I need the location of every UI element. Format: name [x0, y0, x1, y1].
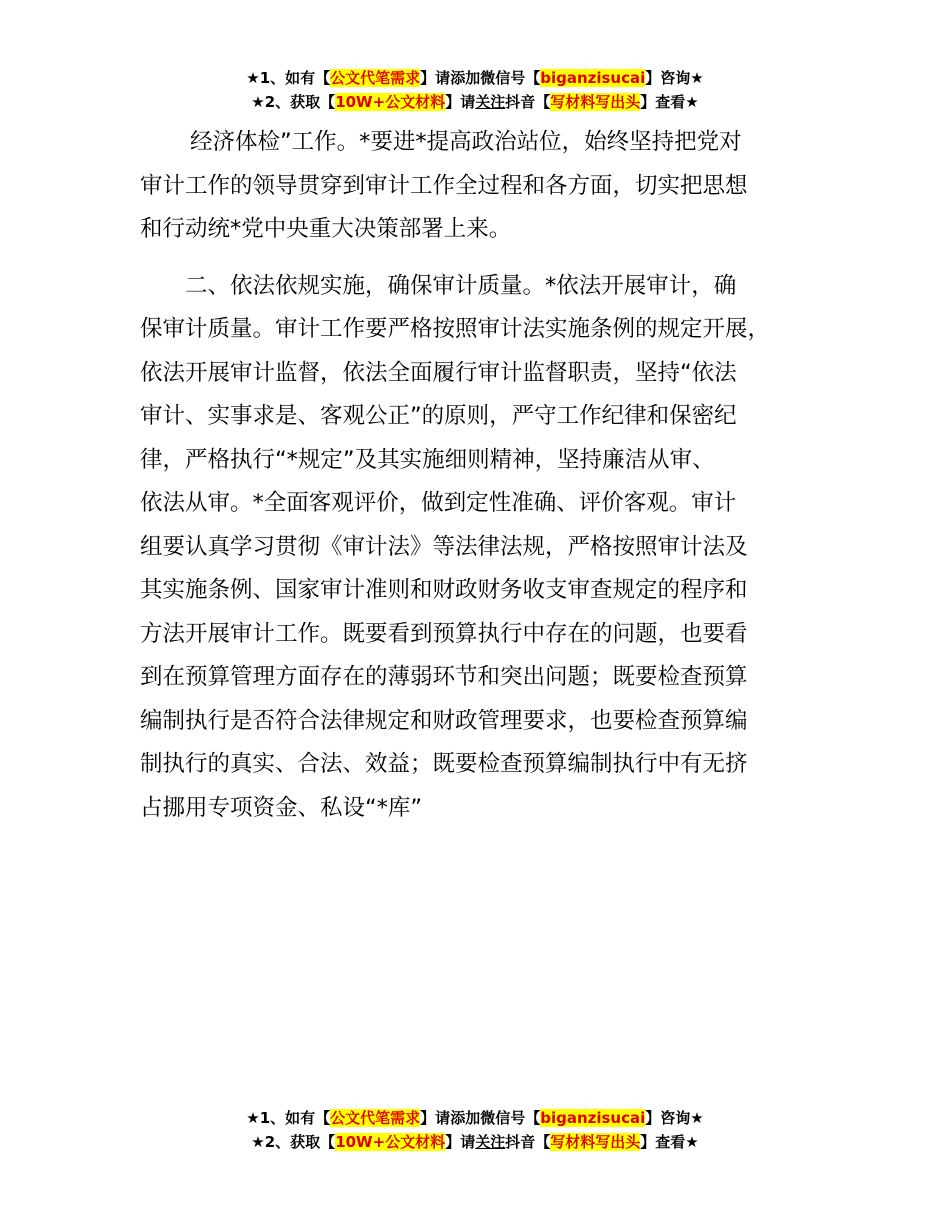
text-line: 经济体检”工作。*要进*提高政治站位，始终坚持把党对: [190, 129, 742, 155]
banner-text: ★1、如有【: [246, 69, 331, 87]
text-line: 其实施条例、国家审计准则和财政财务收支审查规定的程序和: [140, 577, 748, 603]
banner-text: ★2、获取【: [251, 93, 336, 111]
banner-text: ★1、如有【: [246, 1109, 331, 1127]
paragraph-1: [140, 121, 840, 252]
banner-text: 】请: [420, 69, 451, 87]
text-line: 律，严格执行“*规定”及其实施细则精神，坚持廉洁从审、: [140, 446, 715, 473]
text-line: 组要认真学习贯彻《审计法》等法律法规，严格按照审计法及: [140, 533, 748, 560]
footer-banner: [0, 1106, 950, 1154]
text-line: 占挪用专项资金、私设“*库”: [140, 794, 423, 821]
header-banner-line-1: [0, 66, 950, 90]
banner-highlight: 10W+公文材料: [335, 93, 446, 111]
banner-text: 】咨询★: [645, 1109, 704, 1127]
text-line: 二、依法依规实施，确保审计质量。*依法开展审计，确: [185, 272, 737, 299]
banner-text: 】请: [445, 93, 476, 111]
text-line: 依法从审。*全面客观评价，做到定性准确、评价客观。审计: [140, 490, 737, 516]
banner-text: 】请: [445, 1133, 476, 1151]
banner-text: 微信号【: [480, 1109, 541, 1127]
banner-text: 抖音【: [505, 1133, 551, 1151]
text-line: 方法开展审计工作。既要看到预算执行中存在的问题，也要看: [140, 620, 748, 647]
banner-highlight: biganzisucai: [540, 1109, 646, 1127]
text-line: 编制执行是否符合法律规定和财政管理要求，也要检查预算编: [140, 707, 748, 734]
header-banner-line-2: [0, 90, 950, 114]
banner-highlight: 10W+公文材料: [335, 1133, 446, 1151]
banner-emphasis: 关注: [475, 1133, 506, 1151]
text-line: 到在预算管理方面存在的薄弱环节和突出问题；既要检查预算: [140, 664, 748, 690]
text-line: 保审计质量。审计工作要严格按照审计法实施条例的规定开展，: [140, 316, 771, 342]
footer-banner-line-2: [0, 1130, 950, 1154]
text-line: 和行动统*党中央重大决策部署上来。: [140, 216, 512, 242]
banner-text: 微信号【: [480, 69, 541, 87]
banner-text: ★2、获取【: [251, 1133, 336, 1151]
document-body: [140, 121, 840, 830]
banner-text: 】查看★: [640, 1133, 699, 1151]
header-banner: [0, 66, 950, 114]
banner-emphasis: 添加: [450, 69, 481, 87]
text-line: 审计工作的领导贯穿到审计工作全过程和各方面，切实把思想: [140, 172, 748, 199]
banner-text: 】请: [420, 1109, 451, 1127]
text-line: 制执行的真实、合法、效益；既要检查预算编制执行中有无挤: [140, 751, 748, 777]
banner-highlight: biganzisucai: [540, 69, 646, 87]
text-line: 依法开展审计监督，依法全面履行审计监督职责，坚持“依法: [140, 359, 737, 386]
banner-emphasis: 添加: [450, 1109, 481, 1127]
banner-highlight: 写材料写出头: [550, 93, 641, 111]
footer-banner-line-1: [0, 1106, 950, 1130]
banner-text: 】查看★: [640, 93, 699, 111]
text-line: 审计、实事求是、客观公正”的原则，严守工作纪律和保密纪: [140, 403, 737, 429]
banner-highlight: 公文代笔需求: [330, 1109, 421, 1127]
banner-text: 】咨询★: [645, 69, 704, 87]
banner-emphasis: 关注: [475, 93, 506, 111]
paragraph-2: [140, 265, 840, 831]
banner-highlight: 写材料写出头: [550, 1133, 641, 1151]
banner-highlight: 公文代笔需求: [330, 69, 421, 87]
banner-text: 抖音【: [505, 93, 551, 111]
